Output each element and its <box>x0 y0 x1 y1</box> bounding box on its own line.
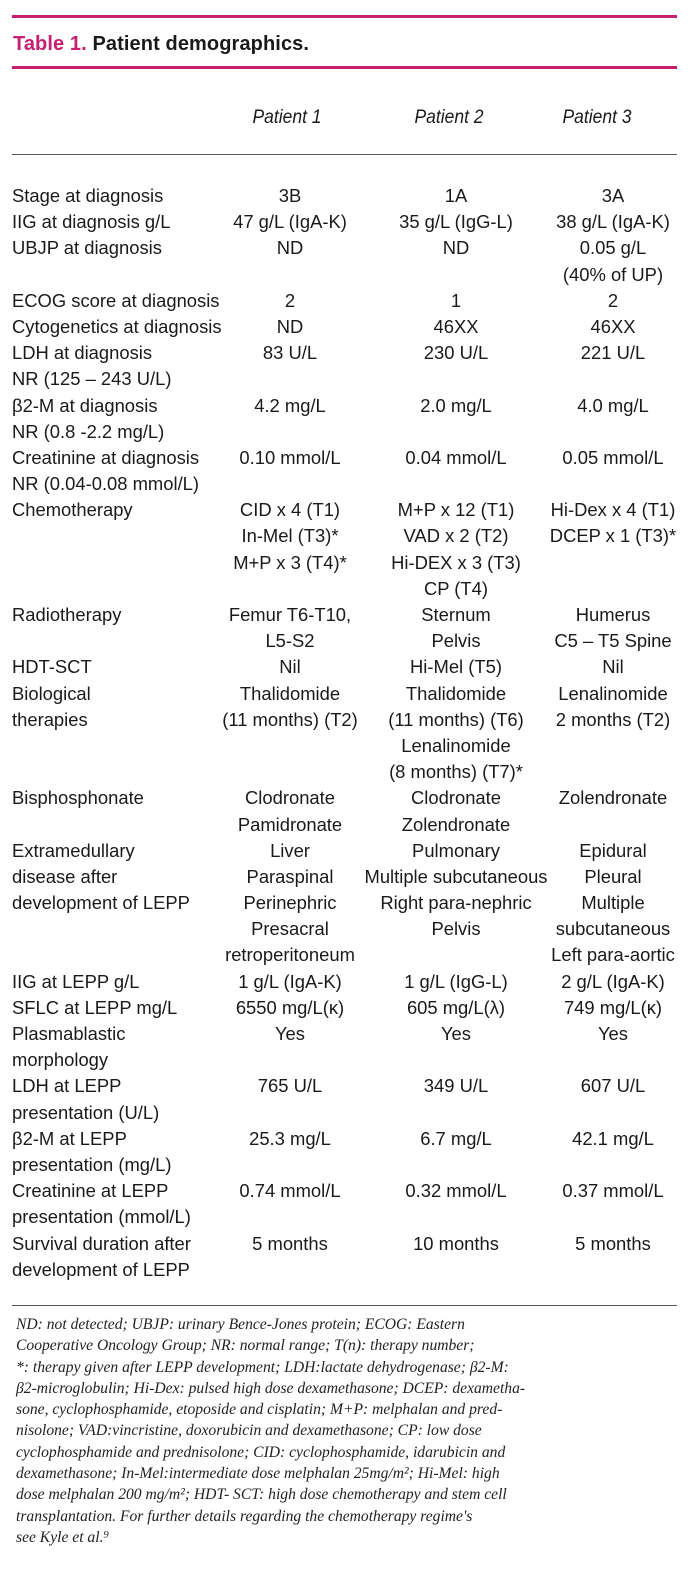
value-cell-p1 <box>216 654 364 680</box>
value-cell-p2 <box>364 393 548 445</box>
value-cell-p2 <box>364 785 548 837</box>
column-header-patient-2: Patient 2 <box>414 107 484 128</box>
caption-rule <box>12 66 677 69</box>
cell-value-line: Humerus <box>575 604 651 625</box>
value-cell-p3 <box>548 288 678 314</box>
row-label-line: Survival duration after <box>12 1232 191 1254</box>
row-label-cell <box>12 838 216 969</box>
value-cell-p1 <box>216 314 364 340</box>
top-rule <box>12 15 677 18</box>
table-row <box>12 497 678 602</box>
row-label-line: ECOG score at diagnosis <box>12 289 220 311</box>
cell-value-line: 38 g/L (IgA-K) <box>556 211 670 233</box>
value-cell-p2 <box>364 681 548 786</box>
row-label-line: Chemotherapy <box>12 499 133 521</box>
cell-value-line: 221 U/L <box>580 342 646 364</box>
value-cell-p3 <box>548 393 678 445</box>
value-cell-p2 <box>364 445 548 497</box>
value-cell-p2 <box>364 995 548 1021</box>
row-label-cell <box>12 602 216 654</box>
cell-value-line: (11 months) (T6) <box>388 708 524 730</box>
row-label-line: Creatinine at diagnosis <box>12 446 200 468</box>
cell-value-line: Femur T6-T10, <box>228 604 352 625</box>
row-label-line: SFLC at LEPP mg/L <box>12 996 178 1018</box>
cell-value-line: (11 months) (T2) <box>222 708 358 730</box>
row-label-line: UBJP at diagnosis <box>12 237 162 259</box>
table-body <box>12 183 678 1283</box>
cell-value-line: Nil <box>279 656 301 678</box>
cell-value-line: retroperitoneum <box>225 944 355 966</box>
value-cell-p1 <box>216 393 364 445</box>
value-cell-p1 <box>216 445 364 497</box>
row-label-line: Creatinine at LEPP <box>12 1180 169 1202</box>
value-cell-p2 <box>364 183 548 209</box>
row-label-line: development of LEPP <box>12 1258 190 1280</box>
value-cell-p1 <box>216 288 364 314</box>
cell-value-line: 46XX <box>433 315 479 337</box>
value-cell-p2 <box>364 1021 548 1073</box>
table-row <box>12 1073 678 1125</box>
row-label-line: therapies <box>12 708 88 730</box>
footnote-line: Cooperative Oncology Group; NR: normal range; T(n): therapy number; <box>16 1337 475 1355</box>
row-label-cell <box>12 1231 216 1283</box>
table-row <box>12 314 678 340</box>
table-caption <box>13 33 309 56</box>
cell-value-line: CP (T4) <box>423 577 489 599</box>
header-rule <box>12 154 677 155</box>
cell-value-line: Zolendronate <box>401 813 511 835</box>
value-cell-p3 <box>548 1231 678 1283</box>
value-cell-p2 <box>364 1126 548 1178</box>
cell-value-line: 0.04 mmol/L <box>405 446 507 468</box>
value-cell-p2 <box>364 1231 548 1283</box>
cell-value-line: 5 months <box>575 1232 651 1254</box>
cell-value-line: Pleural <box>584 865 642 887</box>
value-cell-p2 <box>364 497 548 602</box>
cell-value-line: (8 months) (T7)* <box>389 761 523 783</box>
cell-value-line: 0.74 mmol/L <box>239 1180 341 1202</box>
value-cell-p3 <box>548 445 678 497</box>
table-row <box>12 393 678 445</box>
row-label-line: IIG at LEPP g/L <box>12 970 140 992</box>
row-label-cell <box>12 340 216 392</box>
row-label-line: presentation (mg/L) <box>12 1153 172 1175</box>
value-cell-p1 <box>216 838 364 969</box>
row-label-line: Extramedullary <box>12 839 135 861</box>
value-cell-p3 <box>548 602 678 654</box>
row-label-line: NR (125 – 243 U/L) <box>12 368 172 390</box>
table-row <box>12 602 678 654</box>
cell-value-line: 0.05 mmol/L <box>562 446 664 468</box>
cell-value-line: DCEP x 1 (T3)* <box>549 525 677 547</box>
cell-value-line: 3B <box>278 185 302 206</box>
value-cell-p3 <box>548 209 678 235</box>
row-label-cell <box>12 235 216 287</box>
row-label-line: Stage at diagnosis <box>12 185 164 206</box>
cell-value-line: Clodronate <box>411 787 501 809</box>
table-row <box>12 1178 678 1230</box>
cell-value-line: Right para-nephric <box>380 892 532 914</box>
value-cell-p1 <box>216 209 364 235</box>
cell-value-line: Yes <box>440 1023 471 1044</box>
row-label-line: LDH at diagnosis <box>12 342 153 364</box>
value-cell-p3 <box>548 183 678 209</box>
cell-value-line: ND <box>442 237 470 259</box>
caption-text: Patient demographics. <box>92 33 310 55</box>
caption-label: Table 1. <box>13 33 87 55</box>
row-label-cell <box>12 183 216 209</box>
cell-value-line: CID x 4 (T1) <box>239 499 341 521</box>
cell-value-line: Lenalinomide <box>401 734 511 756</box>
row-label-cell <box>12 1021 216 1073</box>
cell-value-line: Hi-DEX x 3 (T3) <box>391 551 521 573</box>
value-cell-p3 <box>548 1073 678 1125</box>
cell-value-line: 1 <box>450 289 462 311</box>
cell-value-line: L5-S2 <box>265 630 315 652</box>
value-cell-p1 <box>216 183 364 209</box>
row-label-cell <box>12 209 216 235</box>
demographics-table <box>12 183 678 1283</box>
table-footnote <box>16 1314 686 1548</box>
row-label-line: β2-M at LEPP <box>12 1127 127 1149</box>
value-cell-p1 <box>216 497 364 602</box>
footnote-line: dexamethasone; In-Mel:intermediate dose melphalan 25mg/m²; Hi-Mel: high <box>16 1465 500 1483</box>
cell-value-line: Yes <box>597 1023 628 1044</box>
cell-value-line: ND <box>276 315 304 337</box>
cell-value-line: 6.7 mg/L <box>420 1127 492 1149</box>
cell-value-line: 2.0 mg/L <box>420 394 492 416</box>
row-label-line: disease after <box>12 865 118 887</box>
table-row <box>12 235 678 287</box>
cell-value-line: Pelvis <box>431 630 481 652</box>
cell-value-line: Thalidomide <box>405 682 507 704</box>
cell-value-line: C5 – T5 Spine <box>554 630 672 652</box>
cell-value-line: Pulmonary <box>412 839 500 861</box>
footnote-line: dose melphalan 200 mg/m²; HDT- SCT: high dose chemotherapy and stem cell <box>16 1486 507 1504</box>
row-label-cell <box>12 393 216 445</box>
row-label-line: presentation (U/L) <box>12 1101 160 1123</box>
value-cell-p1 <box>216 340 364 392</box>
value-cell-p1 <box>216 1178 364 1230</box>
table-row <box>12 995 678 1021</box>
cell-value-line: 2 <box>284 289 296 311</box>
cell-value-line: Sternum <box>421 604 491 625</box>
cell-value-line: Pelvis <box>431 918 481 940</box>
cell-value-line: Perinephric <box>243 892 337 914</box>
value-cell-p1 <box>216 1126 364 1178</box>
row-label-line: development of LEPP <box>12 892 190 914</box>
cell-value-line: 349 U/L <box>423 1075 489 1097</box>
value-cell-p1 <box>216 1231 364 1283</box>
cell-value-line: 0.32 mmol/L <box>405 1180 507 1202</box>
footnote-line: ND: not detected; UBJP: urinary Bence-Jones protein; ECOG: Eastern <box>16 1316 465 1333</box>
cell-value-line: 42.1 mg/L <box>572 1127 654 1149</box>
value-cell-p3 <box>548 785 678 837</box>
row-label-cell <box>12 681 216 786</box>
cell-value-line: 1 g/L (IgG-L) <box>404 970 508 992</box>
value-cell-p1 <box>216 235 364 287</box>
cell-value-line: (40% of UP) <box>562 263 664 285</box>
table-row <box>12 785 678 837</box>
value-cell-p3 <box>548 681 678 786</box>
row-label-cell <box>12 497 216 602</box>
value-cell-p1 <box>216 681 364 786</box>
cell-value-line: 3A <box>601 185 625 206</box>
row-label-line: LDH at LEPP <box>12 1075 122 1097</box>
table-row <box>12 1126 678 1178</box>
cell-value-line: Paraspinal <box>246 865 334 887</box>
cell-value-line: 10 months <box>413 1232 499 1254</box>
table-row <box>12 1021 678 1073</box>
footnote-line: see Kyle et al.⁹ <box>16 1528 109 1546</box>
row-label-line: β2-M at diagnosis <box>12 394 158 416</box>
cell-value-line: 47 g/L (IgA-K) <box>233 211 347 233</box>
table-row <box>12 209 678 235</box>
table-row <box>12 969 678 995</box>
value-cell-p2 <box>364 654 548 680</box>
value-cell-p2 <box>364 838 548 969</box>
value-cell-p3 <box>548 1178 678 1230</box>
cell-value-line: M+P x 12 (T1) <box>397 499 515 521</box>
value-cell-p1 <box>216 785 364 837</box>
value-cell-p3 <box>548 969 678 995</box>
column-header-patient-3: Patient 3 <box>562 107 632 128</box>
cell-value-line: 605 mg/L(λ) <box>406 996 506 1018</box>
footnote-line: cyclophosphamide and prednisolone; CID: cyclophosphamide, idarubicin and <box>16 1443 506 1461</box>
value-cell-p3 <box>548 497 678 602</box>
table-row <box>12 340 678 392</box>
cell-value-line: Lenalinomide <box>558 682 668 704</box>
value-cell-p2 <box>364 1073 548 1125</box>
row-label-line: presentation (mmol/L) <box>12 1206 191 1228</box>
cell-value-line: ND <box>276 237 304 259</box>
row-label-line: Radiotherapy <box>12 604 122 625</box>
cell-value-line: Epidural <box>579 839 647 861</box>
row-label-line: HDT-SCT <box>12 656 92 678</box>
cell-value-line: Hi-Dex x 4 (T1) <box>550 499 676 521</box>
footnote-line: sone, cyclophosphamide, etoposide and cisplatin; M+P: melphalan and pred- <box>16 1401 503 1419</box>
cell-value-line: 0.37 mmol/L <box>562 1180 664 1202</box>
cell-value-line: 749 mg/L(κ) <box>563 996 663 1018</box>
table-row <box>12 838 678 969</box>
value-cell-p2 <box>364 602 548 654</box>
value-cell-p3 <box>548 1126 678 1178</box>
cell-value-line: 765 U/L <box>257 1075 323 1097</box>
cell-value-line: Pamidronate <box>237 813 343 835</box>
value-cell-p2 <box>364 314 548 340</box>
value-cell-p3 <box>548 314 678 340</box>
cell-value-line: 83 U/L <box>262 342 318 364</box>
value-cell-p1 <box>216 1021 364 1073</box>
cell-value-line: 1A <box>444 185 468 206</box>
cell-value-line: 4.0 mg/L <box>577 394 649 416</box>
row-label-cell <box>12 995 216 1021</box>
row-label-line: IIG at diagnosis g/L <box>12 211 171 233</box>
cell-value-line: 607 U/L <box>580 1075 646 1097</box>
cell-value-line: 46XX <box>590 315 636 337</box>
cell-value-line: Hi-Mel (T5) <box>410 656 502 678</box>
row-label-cell <box>12 654 216 680</box>
row-label-cell <box>12 1178 216 1230</box>
footnote-line: *: therapy given after LEPP development; LDH:lactate dehydrogenase; β2-M: <box>16 1358 509 1376</box>
cell-value-line: VAD x 2 (T2) <box>403 525 509 547</box>
cell-value-line: Multiple <box>581 892 645 914</box>
table-row <box>12 681 678 786</box>
cell-value-line: Presacral <box>251 918 329 940</box>
value-cell-p3 <box>548 838 678 969</box>
cell-value-line: 4.2 mg/L <box>254 394 326 416</box>
value-cell-p1 <box>216 602 364 654</box>
row-label-cell <box>12 1073 216 1125</box>
cell-value-line: Left para-aortic <box>551 944 675 966</box>
cell-value-line: subcutaneous <box>555 918 671 940</box>
value-cell-p2 <box>364 969 548 995</box>
cell-value-line: Nil <box>602 656 624 678</box>
value-cell-p3 <box>548 340 678 392</box>
footnote-line: transplantation. For further details regarding the chemotherapy regime's <box>16 1507 473 1525</box>
row-label-cell <box>12 445 216 497</box>
cell-value-line: 0.05 g/L <box>579 237 647 259</box>
footnote-line: nisolone; VAD:vincristine, doxorubicin and dexamethasone; CP: low dose <box>16 1422 482 1440</box>
footnote-line: β2-microglobulin; Hi-Dex: pulsed high dose dexamethasone; DCEP: dexametha- <box>16 1379 526 1397</box>
value-cell-p2 <box>364 235 548 287</box>
bottom-rule <box>12 1305 677 1306</box>
value-cell-p1 <box>216 969 364 995</box>
row-label-cell <box>12 288 220 314</box>
cell-value-line: 6550 mg/L(κ) <box>235 996 345 1018</box>
cell-value-line: 35 g/L (IgG-L) <box>399 211 513 233</box>
cell-value-line: Multiple subcutaneous <box>364 865 548 887</box>
cell-value-line: M+P x 3 (T4)* <box>233 551 347 573</box>
value-cell-p1 <box>216 995 364 1021</box>
row-label-line: Plasmablastic <box>12 1023 126 1044</box>
cell-value-line: 230 U/L <box>423 342 489 364</box>
column-header-patient-1: Patient 1 <box>252 107 322 128</box>
row-label-cell <box>12 969 216 995</box>
row-label-line: Bisphosphonate <box>12 787 144 809</box>
table-row <box>12 445 678 497</box>
cell-value-line: Yes <box>274 1023 305 1044</box>
value-cell-p3 <box>548 995 678 1021</box>
value-cell-p2 <box>364 340 548 392</box>
table-row <box>12 654 678 680</box>
row-label-cell <box>12 314 222 340</box>
cell-value-line: 2 months (T2) <box>555 708 671 730</box>
row-label-cell <box>12 1126 216 1178</box>
row-label-line: Biological <box>12 682 91 704</box>
value-cell-p2 <box>364 1178 548 1230</box>
cell-value-line: Thalidomide <box>239 682 341 704</box>
row-label-line: NR (0.04-0.08 mmol/L) <box>12 473 200 495</box>
value-cell-p2 <box>364 209 548 235</box>
value-cell-p2 <box>364 288 548 314</box>
table-row <box>12 1231 678 1283</box>
cell-value-line: 1 g/L (IgA-K) <box>238 970 342 992</box>
value-cell-p1 <box>216 1073 364 1125</box>
cell-value-line: 0.10 mmol/L <box>239 446 341 468</box>
row-label-cell <box>12 785 216 837</box>
cell-value-line: Clodronate <box>245 787 335 809</box>
cell-value-line: 2 g/L (IgA-K) <box>561 970 665 992</box>
cell-value-line: 25.3 mg/L <box>249 1127 331 1149</box>
value-cell-p3 <box>548 235 678 287</box>
cell-value-line: Liver <box>270 839 310 861</box>
cell-value-line: In-Mel (T3)* <box>241 525 339 547</box>
value-cell-p3 <box>548 654 678 680</box>
cell-value-line: 5 months <box>252 1232 328 1254</box>
table-row <box>12 288 678 314</box>
table-row <box>12 183 678 209</box>
row-label-line: NR (0.8 -2.2 mg/L) <box>12 420 165 442</box>
value-cell-p3 <box>548 1021 678 1073</box>
cell-value-line: Zolendronate <box>558 787 668 809</box>
row-label-line: Cytogenetics at diagnosis <box>12 315 222 337</box>
cell-value-line: 2 <box>607 289 619 311</box>
row-label-line: morphology <box>12 1049 109 1071</box>
